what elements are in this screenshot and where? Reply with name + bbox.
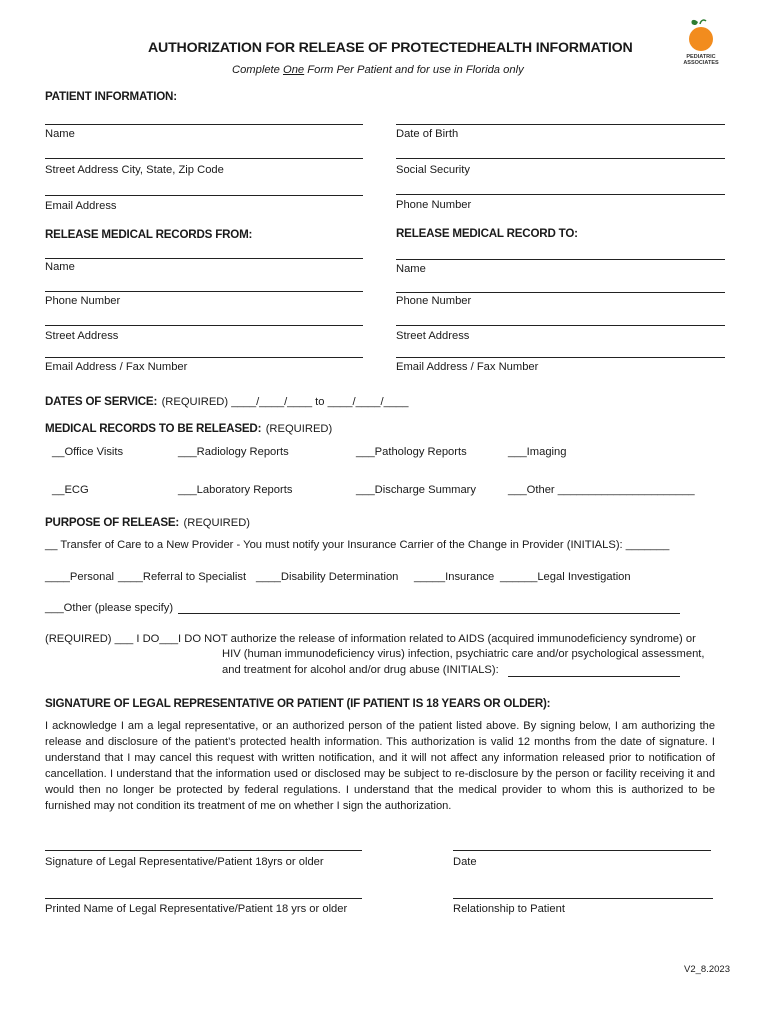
patient-dob-field[interactable] xyxy=(396,124,725,125)
patient-dob-label: Date of Birth xyxy=(396,128,459,140)
option-office-visits[interactable]: __Office Visits xyxy=(52,446,124,458)
patient-email-field[interactable] xyxy=(45,195,363,196)
release-to-heading: RELEASE MEDICAL RECORD TO: xyxy=(396,227,578,240)
purpose-heading-row xyxy=(45,513,250,531)
option-radiology[interactable]: ___Radiology Reports xyxy=(178,446,289,458)
dates-heading: DATES OF SERVICE: xyxy=(45,395,158,408)
form-subtitle: Complete One Form Per Patient and for use in Florida only xyxy=(232,64,524,76)
acknowledgement-paragraph: I acknowledge I am a legal representative, or an authorized person of the patient listed above. By signing below, I am authorizing the release and disclosure of the patient’s protected health information. This authorization is valid 12 months from the date of signature. I understand that I may cancel this request with written notification, and it will not affect any information released prior to notification of cancellation. I understand that the information used or disclosed may be subject to re-disclosure by the person or facility receiving it and would then no longer be protected by federal regulations. I understand that the medical provider to whom this is authorized to be furnished may not condition its treatment of me on whether I sign the authorization. xyxy=(45,720,715,812)
to-email-label: Email Address / Fax Number xyxy=(396,361,539,373)
to-name-field[interactable] xyxy=(396,259,725,260)
to-address-label: Street Address xyxy=(396,330,470,342)
patient-email-label: Email Address xyxy=(45,200,117,212)
records-heading: MEDICAL RECORDS TO BE RELEASED: xyxy=(45,422,262,435)
option-legal[interactable]: ______Legal Investigation xyxy=(500,571,631,583)
other-purpose-field[interactable] xyxy=(178,613,680,614)
patient-info-heading: PATIENT INFORMATION: xyxy=(45,90,177,103)
from-address-label: Street Address xyxy=(45,330,119,342)
hiv-consent-line3: and treatment for alcohol and/or drug abuse (INITIALS): xyxy=(222,664,499,676)
purpose-heading: PURPOSE OF RELEASE: xyxy=(45,516,180,529)
option-laboratory[interactable]: ___Laboratory Reports xyxy=(178,484,293,496)
date-field[interactable] xyxy=(453,850,711,851)
records-heading-row xyxy=(45,419,332,437)
logo-text: PEDIATRIC ASSOCIATES xyxy=(683,54,719,66)
dates-required: (REQUIRED) ____/____/____ to ____/____/____ xyxy=(161,396,409,408)
patient-ssn-label: Social Security xyxy=(396,164,470,176)
purpose-required: (REQUIRED) xyxy=(183,517,251,529)
from-phone-field[interactable] xyxy=(45,291,363,292)
relationship-field[interactable] xyxy=(453,898,713,899)
dates-of-service-row[interactable] xyxy=(45,392,409,410)
from-name-field[interactable] xyxy=(45,258,363,259)
from-email-field[interactable] xyxy=(45,357,363,358)
signature-label: Signature of Legal Representative/Patient 18yrs or older xyxy=(45,856,324,868)
release-from-heading: RELEASE MEDICAL RECORDS FROM: xyxy=(45,228,253,241)
signature-field[interactable] xyxy=(45,850,362,851)
to-phone-label: Phone Number xyxy=(396,295,472,307)
option-transfer-of-care[interactable]: __ Transfer of Care to a New Provider - You must notify your Insurance Carrier of the Change in Provider (INITIALS): _______ xyxy=(45,539,670,551)
from-address-field[interactable] xyxy=(45,325,363,326)
patient-ssn-field[interactable] xyxy=(396,158,725,159)
option-other-purpose-label: ___Other (please specify) xyxy=(45,602,174,614)
to-address-field[interactable] xyxy=(396,325,725,326)
patient-phone-label: Phone Number xyxy=(396,199,472,211)
patient-address-field[interactable] xyxy=(45,158,363,159)
patient-name-field[interactable] xyxy=(45,124,363,125)
option-insurance[interactable]: _____Insurance xyxy=(414,571,495,583)
option-disability[interactable]: ____Disability Determination xyxy=(256,571,399,583)
version-label: V2_8.2023 xyxy=(684,964,730,975)
to-email-field[interactable] xyxy=(396,357,725,358)
option-other-record[interactable]: ___Other ______________________ xyxy=(508,484,695,496)
from-phone-label: Phone Number xyxy=(45,295,121,307)
patient-phone-field[interactable] xyxy=(396,194,725,195)
hiv-initials-field[interactable] xyxy=(508,676,680,677)
patient-name-label: Name xyxy=(45,128,75,140)
option-personal[interactable]: ____Personal xyxy=(45,571,115,583)
to-name-label: Name xyxy=(396,263,426,275)
form-title: AUTHORIZATION FOR RELEASE OF PROTECTEDHEALTH INFORMATION xyxy=(148,40,633,56)
option-referral[interactable]: ____Referral to Specialist xyxy=(118,571,247,583)
option-discharge[interactable]: ___Discharge Summary xyxy=(356,484,477,496)
option-pathology[interactable]: ___Pathology Reports xyxy=(356,446,467,458)
option-ecg[interactable]: __ECG xyxy=(52,484,89,496)
to-phone-field[interactable] xyxy=(396,292,725,293)
patient-address-label: Street Address City, State, Zip Code xyxy=(45,164,224,176)
date-label: Date xyxy=(453,856,477,868)
printed-name-field[interactable] xyxy=(45,898,362,899)
printed-name-label: Printed Name of Legal Representative/Patient 18 yrs or older xyxy=(45,903,348,915)
signature-heading: SIGNATURE OF LEGAL REPRESENTATIVE OR PATIENT (IF PATIENT IS 18 YEARS OR OLDER): xyxy=(45,697,551,710)
from-name-label: Name xyxy=(45,261,75,273)
hiv-consent-line1[interactable]: (REQUIRED) ___ I DO___I DO NOT authorize the release of information related to AIDS (acquired immunodeficiency syndrome) or xyxy=(45,633,696,645)
records-required: (REQUIRED) xyxy=(265,423,333,435)
relationship-label: Relationship to Patient xyxy=(453,903,565,915)
from-email-label: Email Address / Fax Number xyxy=(45,361,188,373)
hiv-consent-line2: HIV (human immunodeficiency virus) infection, psychiatric care and/or psychological assessment, xyxy=(222,648,705,660)
option-imaging[interactable]: ___Imaging xyxy=(508,446,567,458)
